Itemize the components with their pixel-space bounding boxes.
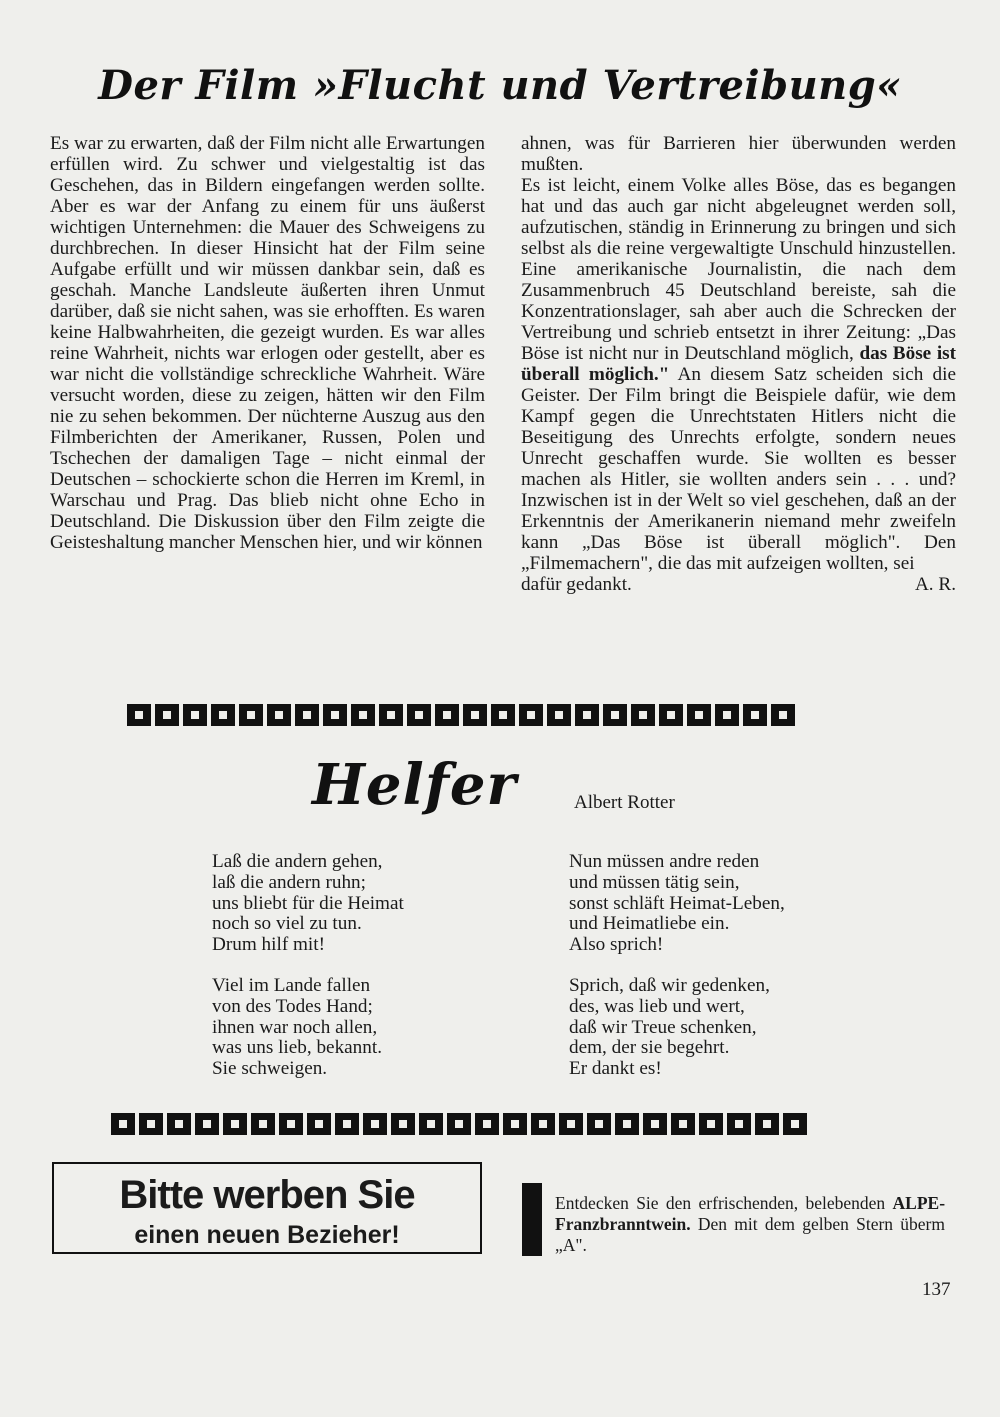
article-title: Der Film »Flucht und Vertreibung« — [98, 62, 902, 109]
poem-stanza — [212, 976, 404, 1080]
poem-line: laß die andern ruhn; — [212, 871, 366, 893]
poem-line: Er dankt es! — [569, 1058, 662, 1080]
article-column-right — [521, 133, 956, 595]
ornament-square — [475, 1113, 499, 1135]
ornament-square — [491, 704, 515, 726]
ornament-square — [587, 1113, 611, 1135]
ornament-square — [391, 1113, 415, 1135]
ornament-square — [223, 1113, 247, 1135]
ornament-square — [195, 1113, 219, 1135]
ornament-square — [575, 704, 599, 726]
poem-line: was uns lieb, bekannt. — [212, 1037, 382, 1059]
poem-stanza — [569, 852, 785, 956]
poem-line: noch so viel zu tun. — [212, 913, 362, 935]
article-paragraph — [521, 175, 956, 574]
quote-emphasis: das Böse ist überall möglich." — [521, 343, 957, 385]
decorative-border-top — [127, 704, 795, 730]
ad-subheadline: einen neuen Bezieher! — [134, 1221, 400, 1249]
ornament-square — [659, 704, 683, 726]
subscriber-ad-box — [52, 1162, 482, 1254]
poem-line: sonst schläft Heimat-Leben, — [569, 892, 785, 914]
ornament-square — [783, 1113, 807, 1135]
ornament-square — [295, 704, 319, 726]
ornament-square — [239, 704, 263, 726]
ornament-square — [687, 704, 711, 726]
poem-line: daß wir Treue schenken, — [569, 1016, 757, 1038]
poem-line: dem, der sie begehrt. — [569, 1037, 730, 1059]
poem-column-right — [569, 852, 785, 1100]
ornament-square — [559, 1113, 583, 1135]
article-paragraph: Es war zu erwarten, daß der Film nicht alle Erwartungen erfüllen wird. Zu schwer und vielgestaltig ist das Geschehen, das in Bildern eingefangen werden sollte. Aber es war der Anfang zu einem für uns äußerst wichtigen Unternehmen: die Mauer des Schweigens zu durchbrechen. In dieser Hinsicht hat der Film seine Aufgabe erfüllt und wir müssen dankbar sein, daß es geschah. Manche Landsleute äußerten ihren Unmut darüber, daß sie nicht sahen, was sie erhofften. Es waren keine Halbwahrheiten, die gezeigt wurden. Es war alles reine Wahrheit, nichts war erlogen oder gestellt, aber es war nicht die vollständige schreckliche Wahrheit. Wäre versucht worden, diese zu zeigen, hätten wir den Film nie zu sehen bekommen. Der nüchterne Auszug aus den Filmberichten der Amerikaner, Russen, Polen und Tschechen der damaligen Tage – nicht einmal der Deutschen – schockierte schon die Herren im Kreml, in Warschau und Prag. Das blieb nicht ohne Echo in Deutschland. Die Diskussion über den Film zeigte die Geisteshaltung mancher Menschen hier, und wir können — [50, 133, 485, 553]
ornament-square — [603, 704, 627, 726]
ornament-square — [139, 1113, 163, 1135]
ornament-square — [463, 704, 487, 726]
ornament-square — [211, 704, 235, 726]
ornament-square — [447, 1113, 471, 1135]
article-signature: A. R. — [914, 574, 956, 595]
poem-line: Sprich, daß wir gedenken, — [569, 974, 770, 996]
ad-headline: Bitte werben Sie — [119, 1173, 415, 1217]
ornament-square — [643, 1113, 667, 1135]
ad-text: Entdecken Sie den erfrischenden, belebenden — [555, 1193, 886, 1213]
page-number: 137 — [922, 1279, 951, 1300]
paragraph-text: Es ist leicht, einem Volke alles Böse, das es begangen hat und das auch gar nicht abgeleugnet werden soll, aufzutischen, ständig in Erinnerung zu bringen und sich selbst als die reine vergewaltigte Unschuld hinzustellen. Eine amerikanische Journalistin, die nach dem Zusammenbruch 45 Deutschland bereiste, sah die Konzentrationslager, sah aber auch die Schrecken der Vertreibung und schrieb entsetzt in ihrer Zeitung: „Das Böse ist nicht nur in Deutschland möglich, — [521, 175, 956, 364]
ornament-square — [335, 1113, 359, 1135]
poem-column-left — [212, 852, 404, 1100]
alpe-ad-text — [555, 1193, 945, 1256]
poem-line: Drum hilf mit! — [212, 934, 325, 956]
ornament-square — [615, 1113, 639, 1135]
poem-line: Laß die andern gehen, — [212, 851, 383, 872]
ad-accent-bar — [522, 1183, 542, 1256]
poem-line: Also sprich! — [569, 934, 664, 956]
ornament-square — [251, 1113, 275, 1135]
ornament-square — [407, 704, 431, 726]
poem-title: Helfer — [312, 752, 518, 818]
ornament-square — [351, 704, 375, 726]
poem-stanza — [569, 976, 785, 1080]
article-paragraph: ahnen, was für Barrieren hier überwunden werden mußten. — [521, 133, 956, 175]
poem-stanza — [212, 852, 404, 956]
ornament-square — [379, 704, 403, 726]
ornament-square — [111, 1113, 135, 1135]
ornament-square — [715, 704, 739, 726]
ornament-square — [699, 1113, 723, 1135]
ornament-square — [183, 704, 207, 726]
ornament-square — [547, 704, 571, 726]
ornament-square — [727, 1113, 751, 1135]
ornament-square — [267, 704, 291, 726]
ornament-square — [519, 704, 543, 726]
poem-author: Albert Rotter — [574, 792, 675, 813]
ornament-square — [155, 704, 179, 726]
ornament-square — [755, 1113, 779, 1135]
paragraph-text: An diesem Satz scheiden sich die Geister. Der Film bringt die Beispiele dafür, wie dem Kampf gegen die Unrechtstaten Hitlers nicht die Beseitigung des Unrechts erfolgte, sondern neues Unrecht geschaffen wurde. Sie wollten es besser machen als Hitler, sie wollten anders sein . . . und? Inzwischen ist in der Welt so viel geschehen, daß an der Erkenntnis der Amerikanerin niemand mehr zweifeln kann „Das Böse ist überall möglich". Den „Filmemachern", die das mit aufzeigen wollten, sei — [521, 364, 957, 574]
ornament-square — [419, 1113, 443, 1135]
ornament-square — [531, 1113, 555, 1135]
closing-text: dafür gedankt. — [521, 574, 632, 595]
ornament-square — [323, 704, 347, 726]
ornament-square — [435, 704, 459, 726]
decorative-border-bottom — [111, 1113, 807, 1139]
ornament-square — [279, 1113, 303, 1135]
ad-text: Den mit dem gelben Stern überm „A". — [555, 1214, 946, 1255]
poem-line: des, was lieb und wert, — [569, 995, 745, 1017]
ornament-square — [127, 704, 151, 726]
ornament-square — [167, 1113, 191, 1135]
article-closing-line — [521, 574, 956, 595]
ornament-square — [503, 1113, 527, 1135]
poem-line: und müssen tätig sein, — [569, 871, 740, 893]
ornament-square — [771, 704, 795, 726]
poem-line: Nun müssen andre reden — [569, 851, 760, 872]
ad-brand: ALPE-Franzbranntwein. — [555, 1193, 946, 1234]
ornament-square — [743, 704, 767, 726]
ornament-square — [631, 704, 655, 726]
poem-line: Viel im Lande fallen — [212, 974, 371, 996]
ornament-square — [363, 1113, 387, 1135]
poem-line: und Heimatliebe ein. — [569, 913, 730, 935]
article-column-left — [50, 133, 485, 553]
ornament-square — [307, 1113, 331, 1135]
poem-line: uns bliebt für die Heimat — [212, 892, 404, 914]
poem-line: ihnen war noch allen, — [212, 1016, 378, 1038]
poem-line: Sie schweigen. — [212, 1058, 328, 1080]
poem-line: von des Todes Hand; — [212, 995, 373, 1017]
ornament-square — [671, 1113, 695, 1135]
